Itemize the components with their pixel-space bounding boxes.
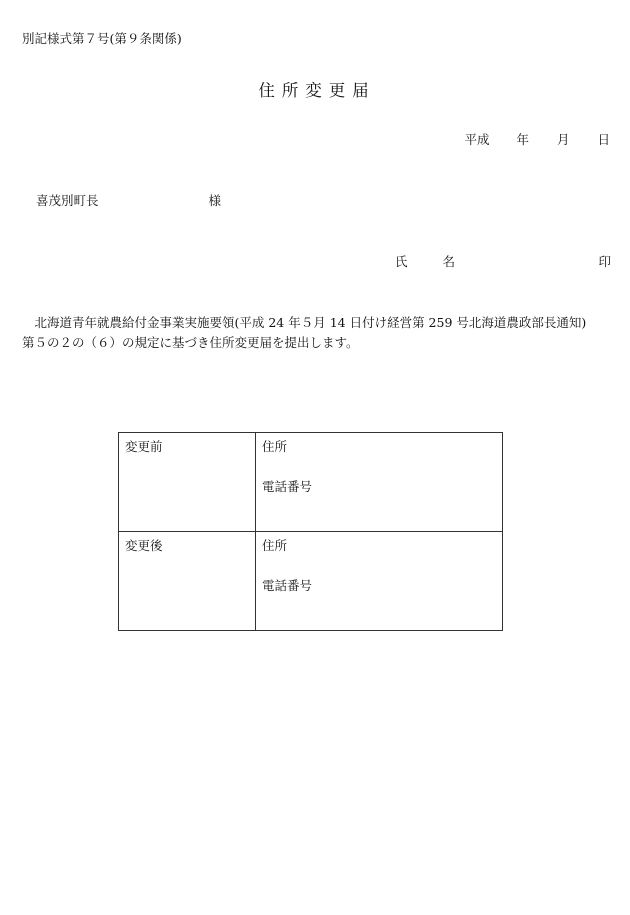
addressee-line <box>36 191 221 209</box>
table-row-after <box>119 532 503 631</box>
body-line-2: 第５の２の（６）の規定に基づき住所変更届を提出します。 <box>22 335 359 350</box>
document-title: 住所変更届 <box>258 81 376 100</box>
date-month-unit: 月 <box>556 132 570 147</box>
address-label-after: 住所 <box>262 538 288 553</box>
phone-label-before: 電話番号 <box>262 479 313 494</box>
date-day-unit: 日 <box>597 132 610 147</box>
date-line <box>464 130 610 148</box>
addressee-honorific: 様 <box>208 193 222 208</box>
address-change-table <box>118 432 503 631</box>
row-fields-before <box>256 433 503 532</box>
row-label-after: 変更後 <box>119 532 256 631</box>
phone-label-after: 電話番号 <box>262 578 313 593</box>
addressee-name: 喜茂別町長 <box>36 193 99 208</box>
table-row-before <box>119 433 503 532</box>
row-label-before: 変更前 <box>119 433 256 532</box>
form-number: 別記様式第７号(第９条関係) <box>22 31 182 46</box>
address-label-before: 住所 <box>262 439 288 454</box>
row-fields-after <box>256 532 503 631</box>
applicant-name-label: 氏 名 <box>395 254 467 269</box>
date-era: 平成 <box>464 132 490 147</box>
date-year-unit: 年 <box>516 132 529 147</box>
body-paragraph <box>22 313 614 353</box>
seal-mark: 印 <box>598 254 611 269</box>
applicant-name-line <box>395 252 611 270</box>
body-line-1: 北海道青年就農給付金事業実施要領(平成 24 年５月 14 日付け経営第 259 号北海道農政部長通知) <box>34 315 587 330</box>
